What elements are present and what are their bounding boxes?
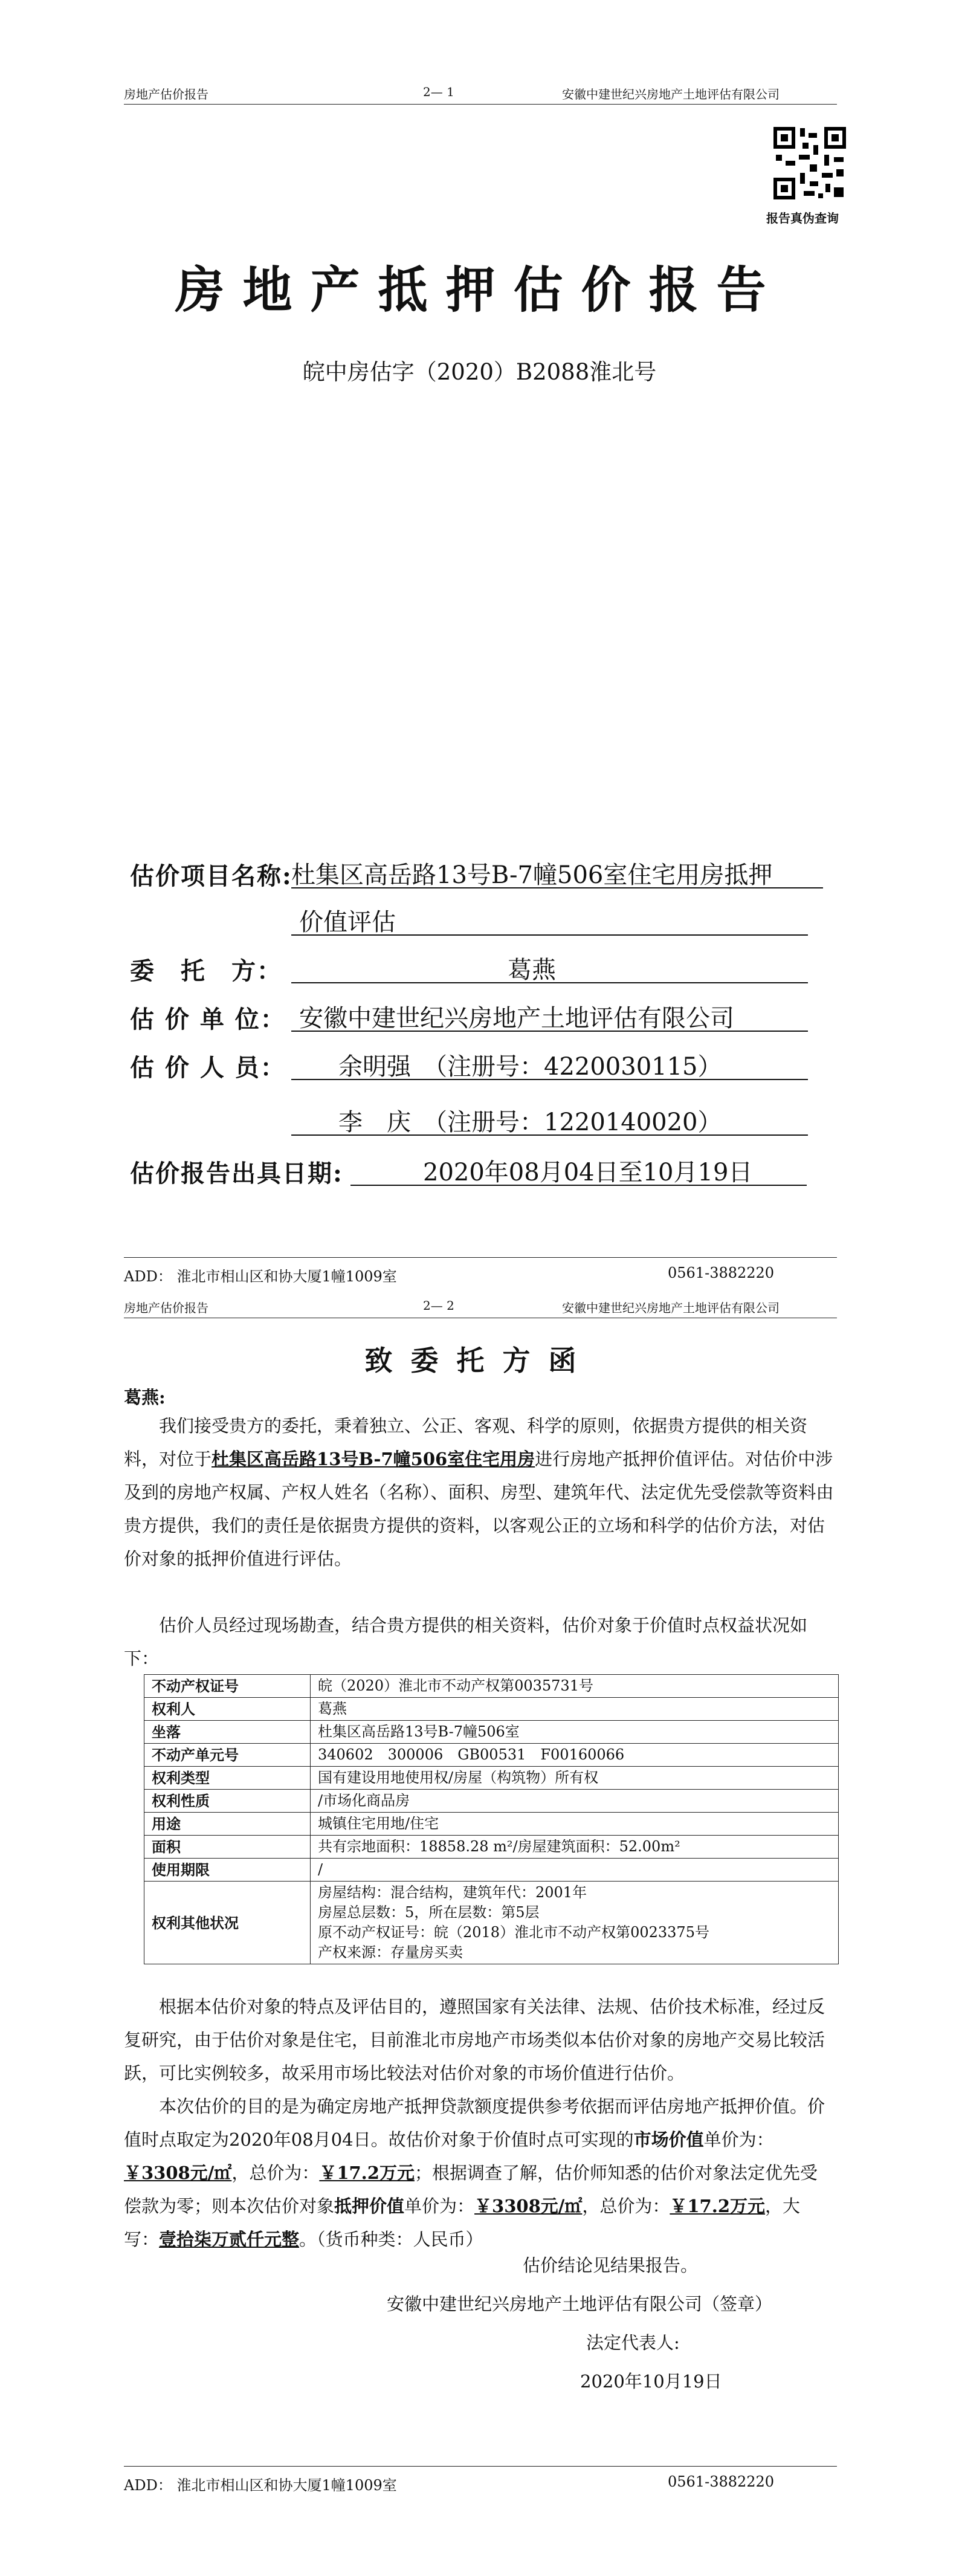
header-page-number: 2— 1	[423, 85, 454, 99]
letter-paragraph-1: 我们接受贵方的委托，秉着独立、公正、客观、科学的原则，依据贵方提供的相关资料，对位于杜集区高岳路13号B-7幢506室住宅用房进行房地产抵押价值评估。对估价中涉及到的房地产权属、产权人姓名（名称）、面积、房型、建筑年代、法定优先受偿款等资料由贵方提供，我们的责任是依据贵方提供的资料，以客观公正的立场和科学的估价方法，对估价对象的抵押价值进行评估。	[124, 1416, 834, 1569]
table-key: 权利其他状况	[144, 1882, 311, 1964]
table-row	[144, 1698, 839, 1721]
qr-caption: 报告真伪查询	[766, 211, 839, 225]
project-name-line1: 杜集区高岳路13号B-7幢506室住宅用房抵押	[291, 861, 773, 889]
table-value-line: 城镇住宅用地/住宅	[318, 1815, 439, 1832]
underline	[291, 982, 808, 983]
table-value-line: 葛燕	[318, 1700, 347, 1717]
signature-firm: 安徽中建世纪兴房地产土地评估有限公司（签章）	[387, 2294, 773, 2314]
rights-table	[144, 1674, 839, 1964]
header-page-number: 2— 2	[423, 1298, 454, 1313]
table-value	[311, 1813, 839, 1836]
client-value: 葛燕	[508, 956, 556, 984]
project-label: 估价项目名称:	[130, 862, 292, 890]
header-left: 房地产估价报告	[124, 1301, 208, 1315]
table-value	[311, 1859, 839, 1882]
table-row	[144, 1721, 839, 1744]
table-value-line: 皖（2020）淮北市不动产权第0035731号	[318, 1677, 593, 1694]
underline	[291, 1031, 808, 1032]
table-key: 不动产权证号	[144, 1675, 311, 1698]
table-row	[144, 1767, 839, 1790]
table-value-line: 杜集区高岳路13号B-7幢506室	[318, 1723, 520, 1740]
table-row	[144, 1859, 839, 1882]
appraiser-1: 余明强 （注册号：4220030115）	[338, 1053, 722, 1081]
table-value-line: 共有宗地面积：18858.28 m²/房屋建筑面积：52.00m²	[318, 1838, 680, 1855]
project-name-line2: 价值评估	[299, 908, 396, 936]
firm-label: 估 价 单 位：	[130, 1005, 286, 1034]
table-value-line: 房屋结构：混合结构，建筑年代：2001年	[318, 1884, 587, 1901]
legal-representative: 法定代表人:	[586, 2332, 680, 2353]
table-key: 坐落	[144, 1721, 311, 1744]
report-number: 皖中房估字（2020）B2088淮北号	[302, 359, 657, 385]
table-value-line: 产权来源：存量房买卖	[318, 1944, 463, 1961]
date-label: 估价报告出具日期:	[130, 1159, 343, 1188]
underline	[291, 1134, 808, 1136]
table-value	[311, 1790, 839, 1813]
table-key: 用途	[144, 1813, 311, 1836]
table-value-line: 340602 300006 GB00531 F00160066	[318, 1746, 625, 1763]
conclusion-note: 估价结论见结果报告。	[523, 2255, 699, 2276]
underline	[291, 887, 823, 888]
report-title: 房地产抵押估价报告	[175, 261, 784, 319]
appraiser-label: 估 价 人 员：	[130, 1053, 286, 1082]
footer-address: ADD： 淮北市相山区和协大厦1幢1009室	[124, 2477, 397, 2494]
footer-rule	[124, 2466, 837, 2467]
table-value-line: 原不动产权证号：皖（2018）淮北市不动产权第0023375号	[318, 1924, 709, 1941]
firm-value: 安徽中建世纪兴房地产土地评估有限公司	[299, 1005, 734, 1032]
header-rule	[124, 104, 837, 105]
table-value	[311, 1767, 839, 1790]
table-key: 面积	[144, 1836, 311, 1859]
header-right: 安徽中建世纪兴房地产土地评估有限公司	[562, 87, 780, 102]
table-row	[144, 1813, 839, 1836]
letter-date: 2020年10月19日	[580, 2371, 722, 2392]
table-row	[144, 1744, 839, 1767]
underline	[291, 1079, 808, 1080]
table-key: 权利类型	[144, 1767, 311, 1790]
letter-paragraph-4: 本次估价的目的是为确定房地产抵押贷款额度提供参考依据而评估房地产抵押价值。价值时点取定为2020年08月04日。故估价对象于价值时点可实现的市场价值单价为：￥3308元/㎡，总价为：￥17.2万元；根据调查了解，估价师知悉的估价对象法定优先受偿款为零；则本次估价对象抵押价值单价为：￥3308元/㎡，总价为：￥17.2万元，大写：壹拾柒万贰仟元整。（货币种类：人民币）	[124, 2096, 825, 2250]
table-value	[311, 1836, 839, 1859]
table-key: 权利人	[144, 1698, 311, 1721]
table-row	[144, 1836, 839, 1859]
underline	[350, 1185, 807, 1186]
footer-phone: 0561-3882220	[668, 2473, 775, 2490]
table-value	[311, 1698, 839, 1721]
table-value-line: 房屋总层数：5，所在层数：第5层	[318, 1904, 540, 1921]
appraiser-2: 李 庆 （注册号：1220140020）	[338, 1108, 722, 1136]
letter-paragraph-3: 根据本估价对象的特点及评估目的，遵照国家有关法律、法规、估价技术标准，经过反复研究，由于估价对象是住宅，目前淮北市房地产市场类似本估价对象的房地产交易比较活跃，可比实例较多，故采用市场比较法对估价对象的市场价值进行估价。	[124, 1996, 825, 2083]
table-key: 使用期限	[144, 1859, 311, 1882]
table-row	[144, 1790, 839, 1813]
header-left: 房地产估价报告	[124, 87, 208, 102]
addressee: 葛燕:	[124, 1387, 166, 1408]
table-value-line: 国有建设用地使用权/房屋（构筑物）所有权	[318, 1769, 599, 1786]
table-key: 不动产单元号	[144, 1744, 311, 1767]
table-value-line: /市场化商品房	[318, 1792, 410, 1809]
header-right: 安徽中建世纪兴房地产土地评估有限公司	[562, 1301, 780, 1315]
table-key: 权利性质	[144, 1790, 311, 1813]
client-label: 委 托 方：	[130, 957, 282, 985]
table-value	[311, 1882, 839, 1964]
letter-paragraph-2: 估价人员经过现场勘查，结合贵方提供的相关资料，估价对象于价值时点权益状况如下：	[124, 1615, 808, 1669]
table-value	[311, 1721, 839, 1744]
table-value-line: /	[318, 1861, 323, 1878]
table-row	[144, 1882, 839, 1964]
qr-code-icon[interactable]	[773, 127, 846, 199]
table-value	[311, 1675, 839, 1698]
footer-phone: 0561-3882220	[668, 1264, 775, 1281]
letter-title: 致委托方函	[364, 1344, 595, 1377]
footer-rule	[124, 1257, 837, 1258]
footer-address: ADD： 淮北市相山区和协大厦1幢1009室	[124, 1268, 397, 1285]
date-value: 2020年08月04日至10月19日	[423, 1159, 753, 1186]
table-value	[311, 1744, 839, 1767]
underline	[291, 934, 808, 936]
table-row	[144, 1675, 839, 1698]
